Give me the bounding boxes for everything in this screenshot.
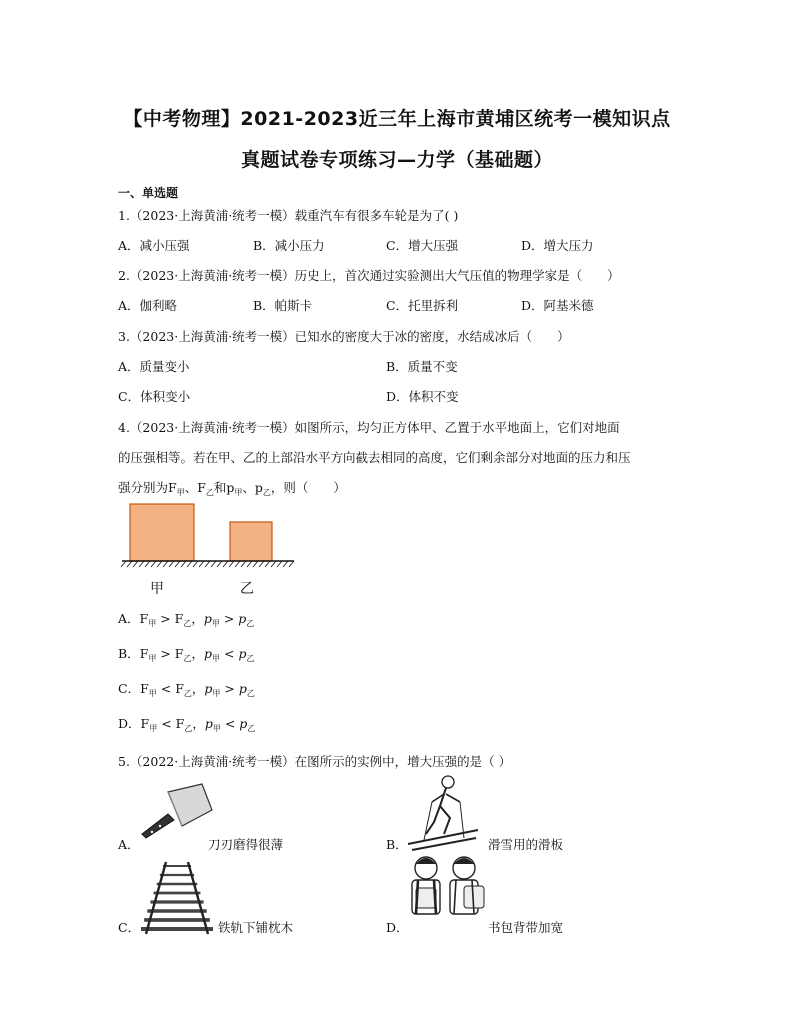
q3-option-b: B．质量不变: [386, 359, 458, 374]
q1-option-d: D．增大压力: [521, 238, 594, 253]
q5-option-b-letter: B．: [386, 837, 408, 852]
schoolbag-children-image: [404, 852, 490, 932]
q1-option-c: C．增大压强: [386, 238, 459, 253]
q5-option-c-caption: 铁轨下铺枕木: [218, 920, 294, 935]
q3-option-d: D．体积不变: [386, 389, 459, 404]
q5-option-b-caption: 滑雪用的滑板: [488, 837, 564, 852]
railway-sleepers: [141, 866, 213, 929]
q5-option-d-caption: 书包背带加宽: [488, 920, 564, 935]
q2-option-d: D．阿基米德: [521, 298, 594, 313]
question-3-stem: 3.（2023·上海黄浦·统考一模）已知水的密度大于冰的密度，水结成冰后（ ）: [118, 329, 570, 344]
q5-option-a-letter: A．: [118, 837, 140, 852]
ground-hatching: [121, 561, 294, 567]
cubes-diagram: [118, 500, 298, 572]
section-heading: 一、单选题: [118, 186, 179, 200]
q3-option-a: A．质量变小: [118, 359, 190, 374]
q4-option-c: C．$F_甲 < F_乙$，$p_甲 > p_乙$: [118, 681, 255, 698]
cube-jia: [130, 504, 194, 561]
railway-track-image: [136, 860, 222, 936]
q2-option-b: B．帕斯卡: [253, 298, 313, 313]
q5-option-d-letter: D．: [386, 920, 409, 935]
question-4-stem-line1: 4.（2023·上海黄浦·统考一模）如图所示，均匀正方体甲、乙置于水平地面上，它们对地面: [118, 420, 620, 435]
label-jia: 甲: [150, 581, 164, 597]
q1-option-b: B．减小压力: [253, 238, 325, 253]
page-title-line2: 真题试卷专项练习—力学（基础题）: [240, 149, 553, 171]
page-title-line1: 【中考物理】2021-2023近三年上海市黄埔区统考一模知识点: [123, 108, 671, 130]
question-4-stem-line3: 强分别为$F_甲$、$F_乙$和$p_甲$、$p_乙$，则（ ）: [118, 480, 346, 497]
label-yi: 乙: [240, 581, 254, 597]
question-4-stem-line2: 的压强相等。若在甲、乙的上部沿水平方向截去相同的高度，它们剩余部分对地面的压力和压: [118, 450, 631, 465]
cube-yi: [230, 522, 272, 561]
q4-option-a: A．$F_甲 > F_乙$，$p_甲 > p_乙$: [118, 611, 255, 628]
q5-option-a-caption: 刀刃磨得很薄: [208, 837, 284, 852]
q4-option-d: D．$F_甲 < F_乙$，$p_甲 < p_乙$: [118, 716, 256, 733]
q1-option-a: A．减小压强: [118, 238, 190, 253]
cleaver-knife-image: [138, 780, 216, 848]
q5-option-c-letter: C．: [118, 920, 141, 935]
q3-option-c: C．体积变小: [118, 389, 191, 404]
question-2-stem: 2.（2023·上海黄浦·统考一模）历史上，首次通过实验测出大气压值的物理学家是（ ）: [118, 268, 620, 283]
question-5-stem: 5.（2022·上海黄浦·统考一模）在图所示的实例中，增大压强的是（ ）: [118, 754, 512, 769]
q4-option-b: B．$F_甲 > F_乙$，$p_甲 < p_乙$: [118, 646, 255, 663]
skier-image: [406, 772, 484, 852]
q2-option-c: C．托里拆利: [386, 298, 459, 313]
q2-option-a: A．伽利略: [118, 298, 178, 313]
question-1-stem: 1.（2023·上海黄浦·统考一模）载重汽车有很多车轮是为了( ): [118, 208, 459, 223]
